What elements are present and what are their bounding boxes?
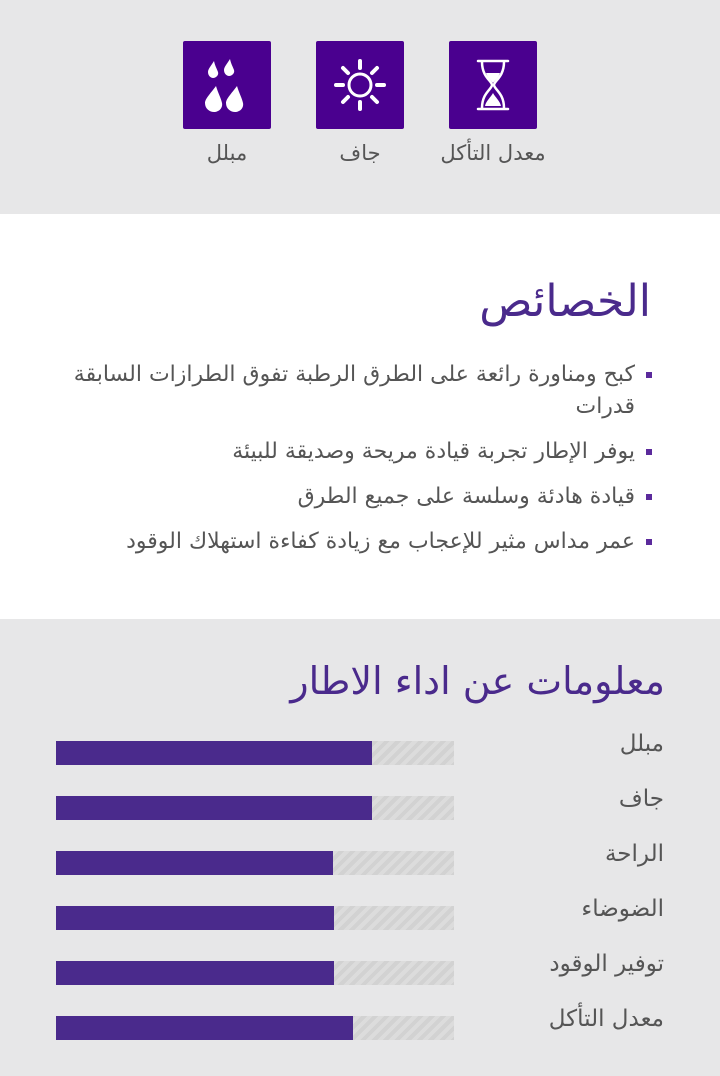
performance-bar-fill: [56, 741, 372, 765]
feature-wear-label: معدل التأكل: [440, 141, 546, 165]
performance-title: معلومات عن اداء الاطار: [290, 659, 665, 703]
performance-bar-track: [56, 851, 454, 875]
performance-bar-track: [56, 1016, 454, 1040]
performance-bar-fill: [56, 1016, 353, 1040]
performance-label: الراحة: [604, 841, 664, 867]
bullet-icon: [646, 372, 652, 378]
performance-label: معدل التأكل: [548, 1006, 664, 1032]
bullet-icon: [646, 494, 652, 500]
performance-section: [0, 619, 720, 1076]
sun-icon: [316, 41, 404, 129]
performance-row-wear: [0, 1002, 720, 1042]
performance-label: مبلل: [619, 731, 664, 757]
feature-text: عمر مداس مثير للإعجاب مع زيادة كفاءة استهلاك الوقود: [126, 529, 635, 554]
performance-label: توفير الوقود: [549, 951, 664, 977]
performance-bar-fill: [56, 851, 333, 875]
feature-wet: [157, 41, 297, 181]
feature-wet-label: مبلل: [206, 141, 248, 165]
features-section: [0, 214, 720, 619]
performance-row-wet: [0, 727, 720, 767]
performance-bar-track: [56, 796, 454, 820]
raindrops-icon: [183, 41, 271, 129]
hourglass-icon: [449, 41, 537, 129]
feature-text: يوفر الإطار تجربة قيادة مريحة وصديقة للبيئة: [232, 439, 635, 464]
performance-label: الضوضاء: [581, 896, 664, 922]
performance-row-dry: [0, 782, 720, 822]
features-list: [32, 359, 652, 571]
performance-bar-track: [56, 906, 454, 930]
performance-label: جاف: [618, 786, 664, 812]
feature-wear-rate: [423, 41, 563, 181]
performance-bar-track: [56, 961, 454, 985]
list-item: [32, 526, 652, 558]
performance-row-fuel: [0, 947, 720, 987]
list-item: [32, 359, 652, 423]
features-icons-section: [0, 0, 720, 214]
bullet-icon: [646, 449, 652, 455]
list-item: [32, 481, 652, 513]
performance-row-noise: [0, 892, 720, 932]
feature-dry-label: جاف: [339, 141, 381, 165]
performance-row-comfort: [0, 837, 720, 877]
list-item: [32, 436, 652, 468]
performance-bar-fill: [56, 961, 334, 985]
performance-bar-fill: [56, 796, 372, 820]
features-title: الخصائص: [479, 276, 651, 327]
bullet-icon: [646, 539, 652, 545]
performance-bar-fill: [56, 906, 334, 930]
feature-text: قيادة هادئة وسلسة على جميع الطرق: [297, 484, 635, 509]
performance-bar-track: [56, 741, 454, 765]
feature-text: كبح ومناورة رائعة على الطرق الرطبة تفوق الطرازات السابقة قدرات: [73, 362, 635, 419]
feature-dry: [290, 41, 430, 181]
